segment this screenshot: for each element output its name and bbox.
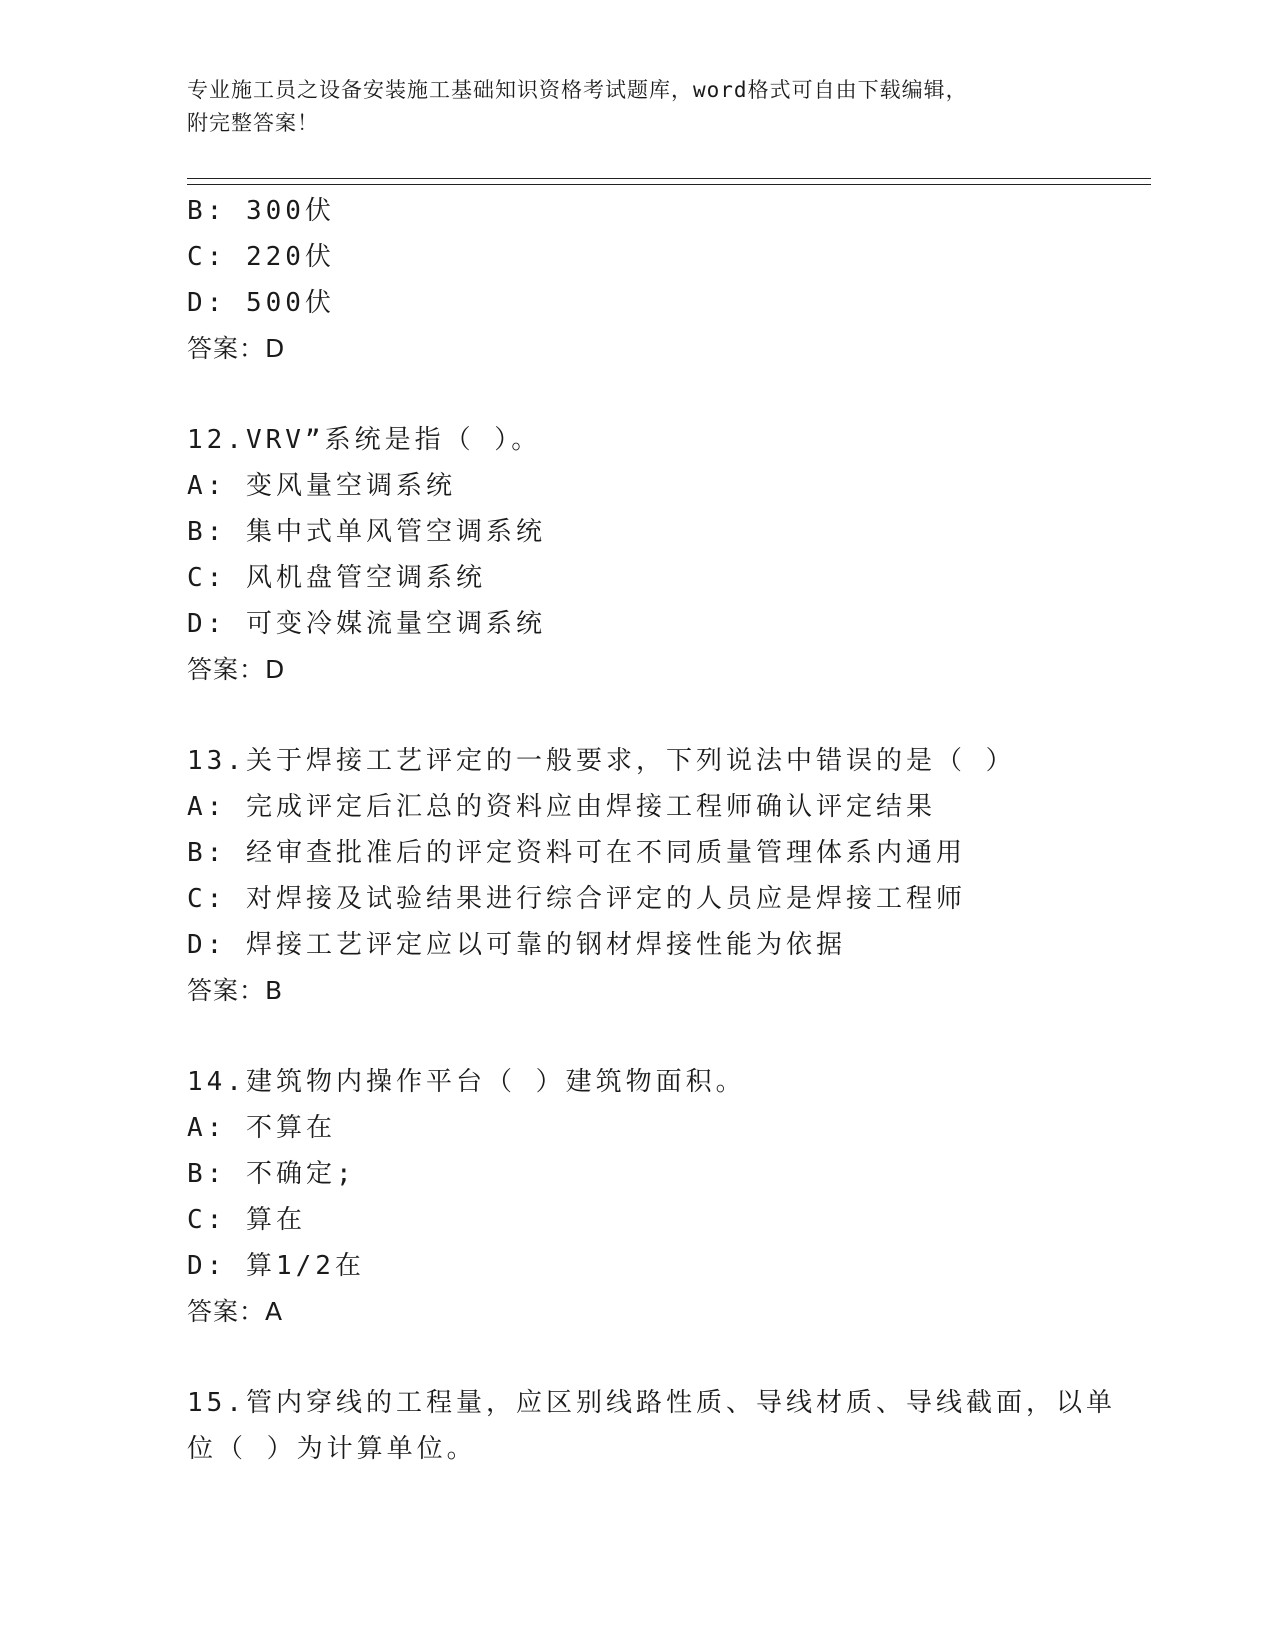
option-c: C: 风机盘管空调系统 bbox=[187, 563, 486, 593]
header-divider-top bbox=[187, 178, 1151, 179]
answer: 答案：B bbox=[187, 976, 284, 1005]
question-15 bbox=[187, 1380, 1147, 1472]
option-d: D: 500伏 bbox=[187, 288, 335, 318]
question-14 bbox=[187, 1059, 1147, 1335]
option-c: C: 对焊接及试验结果进行综合评定的人员应是焊接工程师 bbox=[187, 884, 966, 914]
option-a: A: 完成评定后汇总的资料应由焊接工程师确认评定结果 bbox=[187, 792, 936, 822]
header-line-1: 专业施工员之设备安装施工基础知识资格考试题库，word格式可自由下载编辑， bbox=[187, 78, 968, 102]
option-b: B: 经审查批准后的评定资料可在不同质量管理体系内通用 bbox=[187, 838, 966, 868]
header-line-2: 附完整答案！ bbox=[187, 111, 319, 135]
question-13 bbox=[187, 738, 1147, 1014]
question-list bbox=[187, 188, 1147, 1472]
question-stem-line-1: 15.管内穿线的工程量，应区别线路性质、导线材质、导线截面，以单 bbox=[187, 1388, 1116, 1418]
option-d: D: 可变冷媒流量空调系统 bbox=[187, 609, 546, 639]
document-header bbox=[187, 74, 1087, 140]
question-stem: 13.关于焊接工艺评定的一般要求，下列说法中错误的是（ ） bbox=[187, 746, 1016, 776]
answer: 答案：D bbox=[187, 655, 286, 684]
option-a: A: 变风量空调系统 bbox=[187, 471, 456, 501]
option-b: B: 不确定; bbox=[187, 1159, 356, 1189]
answer: 答案：A bbox=[187, 1297, 284, 1326]
question-stem: 12.VRV”系统是指（ ）。 bbox=[187, 425, 542, 455]
option-b: B: 300伏 bbox=[187, 196, 335, 226]
question-stem-line-2: 位（ ）为计算单位。 bbox=[187, 1434, 477, 1464]
question-12 bbox=[187, 417, 1147, 693]
answer: 答案：D bbox=[187, 334, 286, 363]
option-c: C: 220伏 bbox=[187, 242, 335, 272]
option-d: D: 焊接工艺评定应以可靠的钢材焊接性能为依据 bbox=[187, 930, 846, 960]
option-a: A: 不算在 bbox=[187, 1113, 336, 1143]
question-11-continued bbox=[187, 188, 1147, 372]
option-d: D: 算1/2在 bbox=[187, 1251, 365, 1281]
header-divider-bottom bbox=[187, 184, 1151, 185]
question-stem: 14.建筑物内操作平台（ ）建筑物面积。 bbox=[187, 1067, 746, 1097]
option-c: C: 算在 bbox=[187, 1205, 306, 1235]
option-b: B: 集中式单风管空调系统 bbox=[187, 517, 546, 547]
